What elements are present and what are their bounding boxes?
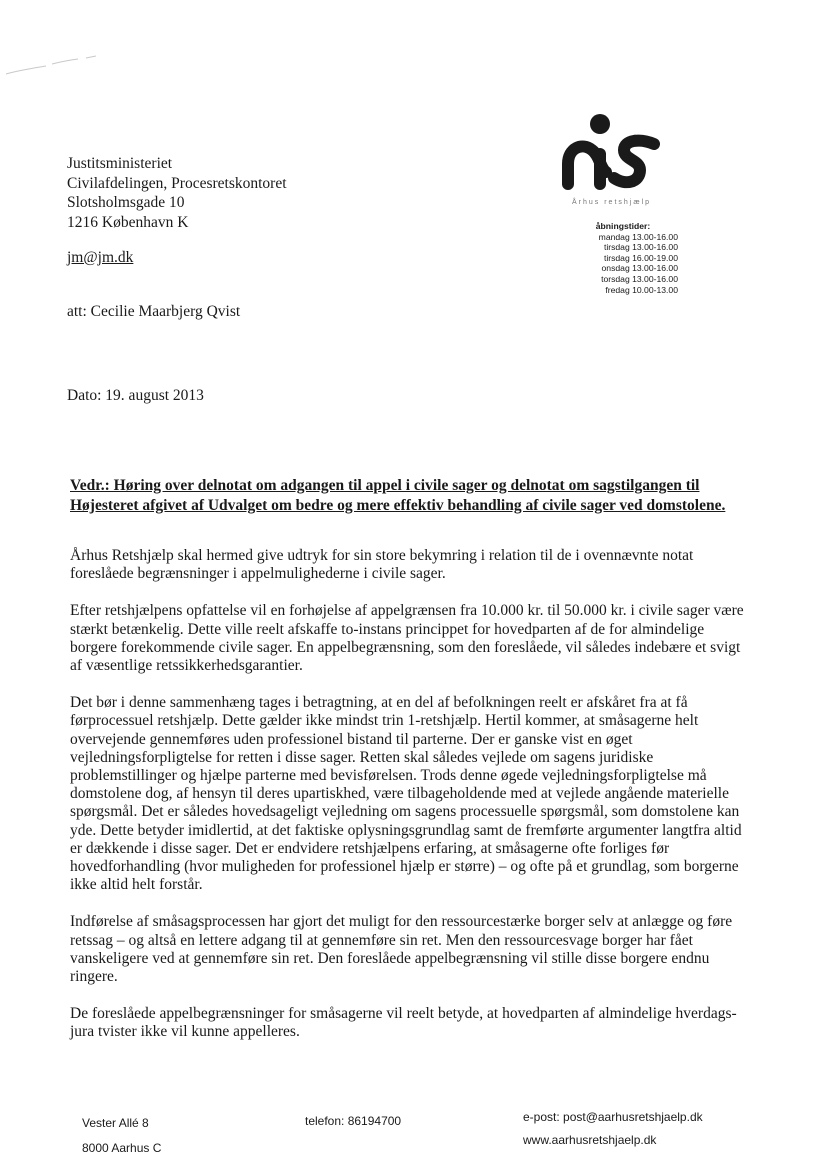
opening-hours (568, 221, 678, 295)
pen-scribble-mark (0, 50, 120, 90)
recipient-email-link[interactable]: jm@jm.dk (67, 249, 134, 266)
footer-city: 8000 Aarhus C (82, 1141, 162, 1155)
body-paragraph: Indførelse af småsagsprocessen har gjort det muligt for den ressourcestærke borger selv at anlægge og føre retssag – og altså en lettere adgang til at gennemføre sin ret. Men den ressourcesvage borger har fået vanskeligere ved at gennemføre sin ret. Den foreslåede appelbegrænsning vil stille disse borgere endnu ringere. (70, 913, 733, 986)
letter-date: Dato: 19. august 2013 (67, 387, 204, 404)
opening-hours-row: fredag 10.00-13.00 (605, 284, 678, 295)
opening-hours-row: onsdag 13.00-16.00 (601, 263, 678, 274)
recipient-line: Civilafdelingen, Procesretskontoret (67, 174, 287, 192)
letter-body (70, 547, 755, 1061)
footer-street: Vester Allé 8 (82, 1116, 149, 1130)
recipient-line: Justitsministeriet (67, 155, 173, 172)
opening-hours-row: torsdag 13.00-16.00 (601, 273, 678, 284)
opening-hours-row: tirsdag 16.00-19.00 (603, 252, 678, 263)
footer-phone: telefon: 86194700 (305, 1114, 402, 1128)
opening-hours-row: tirsdag 13.00-16.00 (603, 242, 678, 253)
recipient-address (67, 154, 287, 232)
body-paragraph: Efter retshjælpens opfattelse vil en forhøjelse af appelgrænsen fra 10.000 kr. til 50.000 kr. i civile sager være stærkt betænkelig. Dette ville reelt afskaffe to-instans princippet for hovedparten af de for almindelige borgere forekommende civile sager. En appelbegrænsning, som den foreslåede, vil således indebære et svigt af væsentlige retssikkerhedsgarantier. (70, 602, 744, 675)
footer-website-link[interactable]: www.aarhusretshjaelp.dk (523, 1133, 657, 1147)
recipient-line: 1216 København K (67, 213, 189, 231)
body-paragraph: De foreslåede appelbegrænsninger for småsagerne vil reelt betyde, at hovedparten af almindelige hverdags-jura tvister ikke vil kunne appelleres. (70, 1005, 737, 1041)
logo-tagline: Århus retshjælp (572, 199, 652, 206)
opening-hours-title: åbningstider: (595, 221, 651, 231)
body-paragraph: Det bør i denne sammenhæng tages i betragtning, at en del af befolkningen reelt er afskåret fra at få førprocessuel retshjælp. Dette gælder ikke mindst trin 1-retshjælp. Hertil kommer, at småsagerne helt overvejende gennemføres uden professionel bistand til parterne. Der er ganske vist en øget vejledningsforpligtelse for retten i disse sager. Retten skal således vejlede om sagens juridiske problemstillinger og hjælpe parterne med bevisførelsen. Trods denne øgede vejledningsforpligtelse må domstolene dog, af hensyn til deres upartiskhed, være tilbageholdende med at vejlede angående materielle spørgsmål. Det er således hovedsageligt vejledning om sagens processuelle spørgsmål, som domstolene kan yde. Dette betyder imidlertid, at det faktiske oplysningsgrundlag samt de fremførte argumenter langtfra altid er dækkende i disse sager. Det er endvidere retshjælpens erfaring, at småsagerne ofte forliges før hovedforhandling (hvor muligheden for professionel hjælp er større) – og ofte på et grundlag, som borgerne ikke altid helt forstår. (70, 694, 742, 894)
footer-email[interactable]: e-post: post@aarhusretshjaelp.dk (523, 1110, 703, 1124)
recipient-line: Slotsholmsgade 10 (67, 194, 185, 211)
attention-line: att: Cecilie Maarbjerg Qvist (67, 303, 241, 320)
aarhus-retshjaelp-logo-icon (560, 112, 675, 210)
opening-hours-row: mandag 13.00-16.00 (598, 231, 678, 242)
body-paragraph: Århus Retshjælp skal hermed give udtryk for sin store bekymring i relation til de i ovennævnte notat foreslåede begrænsninger i appelmulighederne i civile sager. (70, 547, 694, 583)
letter-subject: Vedr.: Høring over delnotat om adgangen til appel i civile sager og delnotat om sagstilgangen til Højesteret afgivet af Udvalget om bedre og mere effektiv behandling af civile sager ved domstolene. (70, 477, 726, 514)
